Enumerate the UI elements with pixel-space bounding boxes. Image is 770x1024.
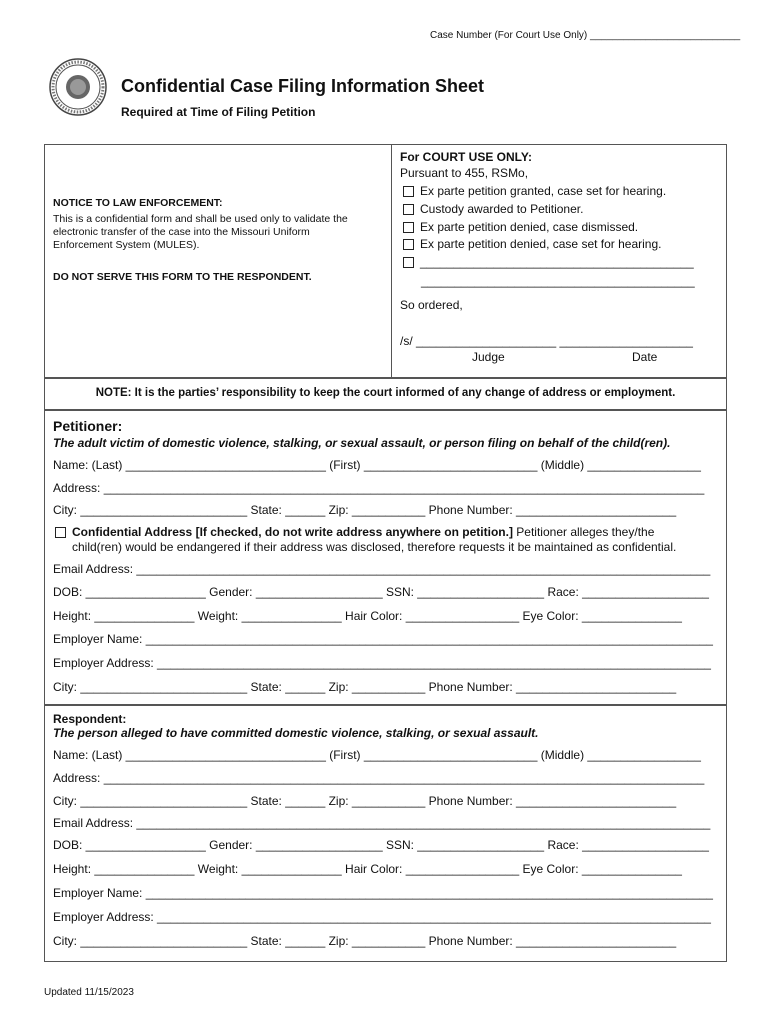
checkbox[interactable]: [403, 204, 414, 215]
notice-line-1: This is a confidential form and shall be used only to validate the: [53, 213, 348, 225]
petitioner-name-field[interactable]: Name: (Last) ______________________________ (First) __________________________ (Middle) _________________: [53, 458, 701, 472]
checkbox[interactable]: [403, 239, 414, 250]
petitioner-employer-field[interactable]: Employer Name: _____________________________________________________________________________________: [53, 632, 713, 646]
notice-divider: [391, 144, 392, 378]
date-label: Date: [632, 350, 658, 364]
court-option-blank-line[interactable]: _________________________________________: [421, 274, 695, 288]
petitioner-email-field[interactable]: Email Address: ______________________________________________________________________________________: [53, 562, 711, 576]
court-seal-icon: [48, 57, 108, 117]
checkbox[interactable]: [403, 222, 414, 233]
page-title: Confidential Case Filing Information Sheet: [121, 76, 485, 96]
respondent-address-field[interactable]: Address: __________________________________________________________________________________________: [53, 771, 705, 785]
notice-line-3: Enforcement System (MULES).: [53, 239, 200, 251]
so-ordered-text: So ordered,: [400, 298, 463, 312]
court-option-3[interactable]: [403, 220, 638, 234]
do-not-serve-warning: DO NOT SERVE THIS FORM TO THE RESPONDENT.: [53, 271, 312, 283]
option-label: Ex parte petition granted, case set for hearing.: [420, 184, 667, 198]
respondent-name-field[interactable]: Name: (Last) ______________________________ (First) __________________________ (Middle) _________________: [53, 748, 701, 762]
option-label: Ex parte petition denied, case dismissed.: [420, 220, 639, 234]
respondent-employer-field[interactable]: Employer Name: _____________________________________________________________________________________: [53, 886, 713, 900]
confidential-address-text-2: child(ren) would be endangered if their address was disclosed, therefore requests it be maintained as confidential.: [72, 540, 677, 554]
court-option-4[interactable]: [403, 237, 661, 251]
note-text: NOTE: It is the parties’ responsibility to keep the court informed of any change of address or employment.: [95, 387, 676, 399]
court-option-1[interactable]: [403, 184, 666, 198]
respondent-height-field[interactable]: Height: _______________ Weight: _______________ Hair Color: _________________ Eye Color: _______________: [53, 862, 682, 876]
petitioner-employer-city-field[interactable]: City: _________________________ State: ______ Zip: ___________ Phone Number: ________________________: [53, 680, 677, 694]
respondent-dob-field[interactable]: DOB: __________________ Gender: ___________________ SSN: ___________________ Race: ___________________: [53, 838, 709, 852]
petitioner-city-field[interactable]: City: _________________________ State: ______ Zip: ___________ Phone Number: ________________________: [53, 503, 677, 517]
notice-line-2: electronic transfer of the case into the Missouri Uniform: [53, 226, 310, 238]
respondent-heading: Respondent:: [53, 712, 127, 726]
court-option-5[interactable]: [403, 255, 694, 269]
checkbox[interactable]: [403, 186, 414, 197]
option-label: Custody awarded to Petitioner.: [420, 202, 584, 216]
court-option-2[interactable]: [403, 202, 583, 216]
signature-line[interactable]: /s/ _____________________ ____________________: [400, 334, 693, 348]
petitioner-heading: Petitioner:: [53, 418, 123, 434]
petitioner-address-field[interactable]: Address: __________________________________________________________________________________________: [53, 481, 705, 495]
page-subtitle: Required at Time of Filing Petition: [121, 105, 316, 119]
judge-label: Judge: [472, 350, 505, 364]
option-blank-field[interactable]: _________________________________________: [420, 255, 694, 269]
respondent-employer-city-field[interactable]: City: _________________________ State: ______ Zip: ___________ Phone Number: ________________________: [53, 934, 677, 948]
petitioner-employer-address-field[interactable]: Employer Address: ___________________________________________________________________________________: [53, 656, 711, 670]
court-use-heading: For COURT USE ONLY:: [400, 150, 533, 164]
respondent-description: The person alleged to have committed domestic violence, stalking, or sexual assault.: [53, 726, 539, 740]
checkbox[interactable]: [403, 257, 414, 268]
confidential-address-label: Confidential Address [If checked, do not write address anywhere on petition.]: [72, 525, 513, 539]
notice-heading: NOTICE TO LAW ENFORCEMENT:: [53, 197, 223, 209]
petitioner-dob-field[interactable]: DOB: __________________ Gender: ___________________ SSN: ___________________ Race: ___________________: [53, 585, 709, 599]
confidential-address-option[interactable]: [55, 525, 654, 539]
respondent-email-field[interactable]: Email Address: ______________________________________________________________________________________: [53, 816, 711, 830]
petitioner-description: The adult victim of domestic violence, stalking, or sexual assault, or person filing on behalf of the child(ren).: [53, 436, 671, 450]
confidential-address-checkbox[interactable]: [55, 527, 66, 538]
respondent-employer-address-field[interactable]: Employer Address: ___________________________________________________________________________________: [53, 910, 711, 924]
pursuant-text: Pursuant to 455, RSMo,: [400, 166, 529, 180]
petitioner-height-field[interactable]: Height: _______________ Weight: _______________ Hair Color: _________________ Eye Color: _______________: [53, 609, 682, 623]
respondent-city-field[interactable]: City: _________________________ State: ______ Zip: ___________ Phone Number: ________________________: [53, 794, 677, 808]
case-number-field[interactable]: Case Number (For Court Use Only) ___________________________: [430, 30, 741, 41]
confidential-address-text: Petitioner alleges they/the: [512, 525, 655, 539]
option-label: Ex parte petition denied, case set for hearing.: [420, 237, 662, 251]
updated-date: Updated 11/15/2023: [44, 987, 134, 998]
